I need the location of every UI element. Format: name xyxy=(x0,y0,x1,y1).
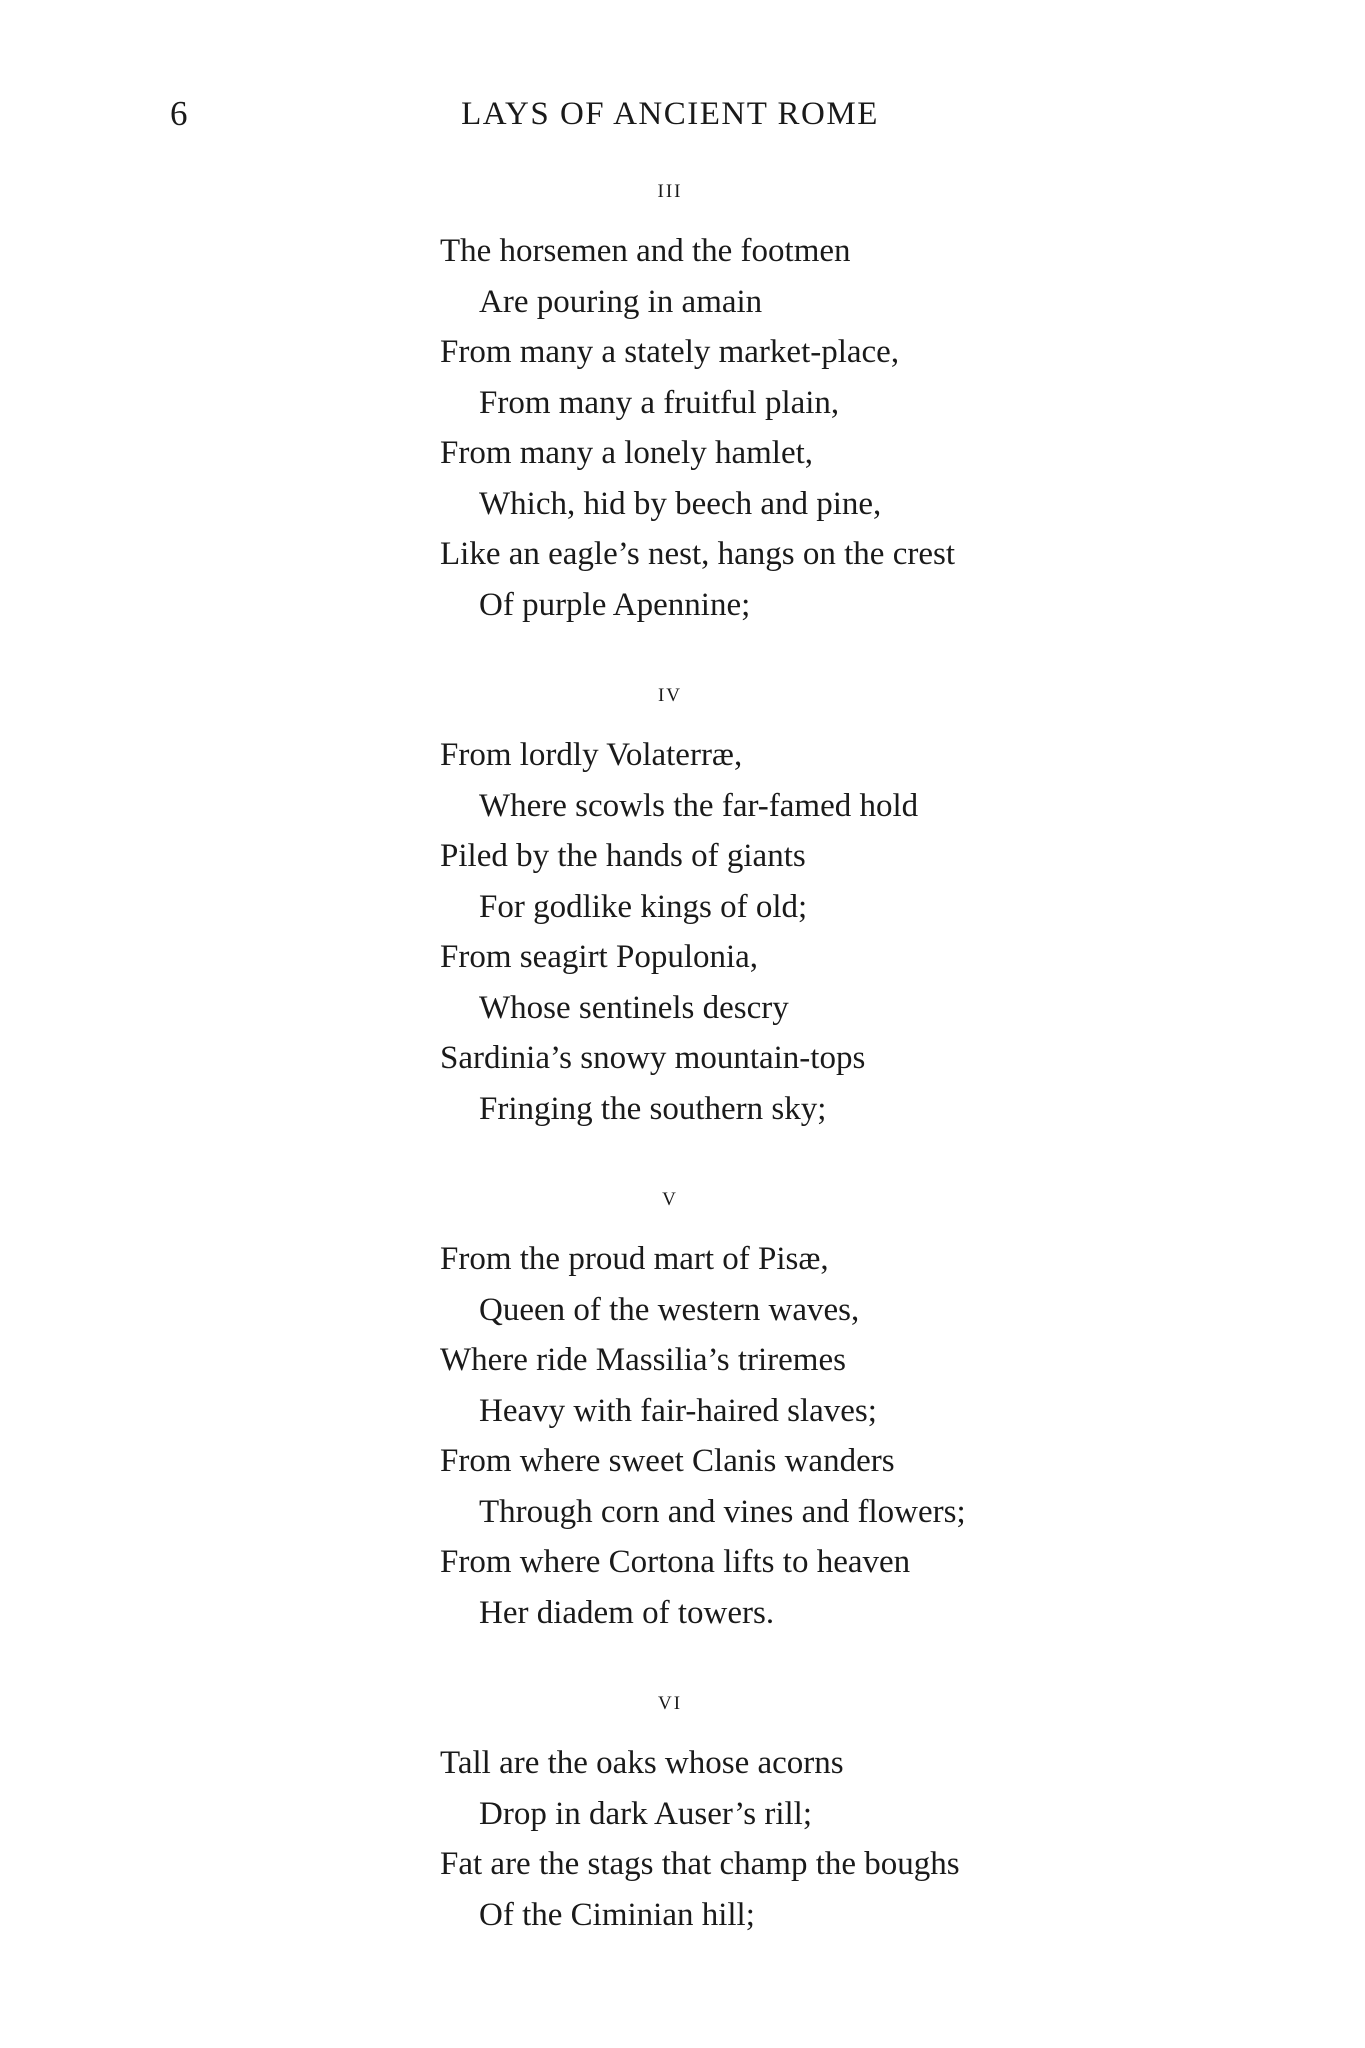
running-head: LAYS OF ANCIENT ROME xyxy=(461,96,879,132)
verse-line-indented: Queen of the western waves, xyxy=(479,1291,860,1328)
verse-line: From where Cortona lifts to heaven xyxy=(440,1544,911,1580)
stanza-numeral: iv xyxy=(657,677,683,707)
stanza-vi xyxy=(0,1678,1365,1940)
stanza-iii xyxy=(0,166,1365,630)
verse-line-indented: Are pouring in amain xyxy=(479,283,763,320)
verse-line-indented: Heavy with fair-haired slaves; xyxy=(479,1392,877,1429)
verse-line: Sardinia’s snowy mountain-tops xyxy=(440,1040,866,1076)
verse-line-indented: Where scowls the far-famed hold xyxy=(479,787,919,824)
verse-line-indented: Through corn and vines and flowers; xyxy=(479,1493,966,1530)
verse-line: Where ride Massilia’s triremes xyxy=(440,1342,846,1378)
verse-line: Like an eagle’s nest, hangs on the crest xyxy=(440,536,955,572)
verse-line-indented: Whose sentinels descry xyxy=(479,989,789,1026)
stanza-numeral: iii xyxy=(657,173,683,203)
stanza-numeral: vi xyxy=(657,1685,683,1715)
verse-line-indented: Fringing the southern sky; xyxy=(479,1090,827,1127)
verse-line: From lordly Volaterræ, xyxy=(440,737,743,773)
verse-line-indented: Which, hid by beech and pine, xyxy=(479,485,882,522)
stanza-iv xyxy=(0,670,1365,1134)
poem-body xyxy=(0,166,1365,1940)
verse-line-indented: Drop in dark Auser’s rill; xyxy=(479,1795,813,1832)
verse-line: From seagirt Populonia, xyxy=(440,939,759,975)
page-number: 6 xyxy=(170,94,188,133)
verse-line-indented: Of the Ciminian hill; xyxy=(479,1896,755,1933)
verse-line-indented: Her diadem of towers. xyxy=(479,1594,775,1631)
verse-line: Piled by the hands of giants xyxy=(440,838,806,874)
verse-line: Fat are the stags that champ the boughs xyxy=(440,1846,960,1882)
verse-line-indented: Of purple Apennine; xyxy=(479,586,751,623)
stanza-numeral: v xyxy=(662,1181,678,1211)
verse-line: The horsemen and the footmen xyxy=(440,233,851,269)
verse-line: From many a stately market-place, xyxy=(440,334,900,370)
stanza-v xyxy=(0,1174,1365,1638)
verse-line: From the proud mart of Pisæ, xyxy=(440,1241,829,1277)
verse-line: From many a lonely hamlet, xyxy=(440,435,814,471)
verse-line: From where sweet Clanis wanders xyxy=(440,1443,895,1479)
verse-line: Tall are the oaks whose acorns xyxy=(440,1745,844,1781)
verse-line-indented: From many a fruitful plain, xyxy=(479,384,840,421)
verse-line-indented: For godlike kings of old; xyxy=(479,888,808,925)
